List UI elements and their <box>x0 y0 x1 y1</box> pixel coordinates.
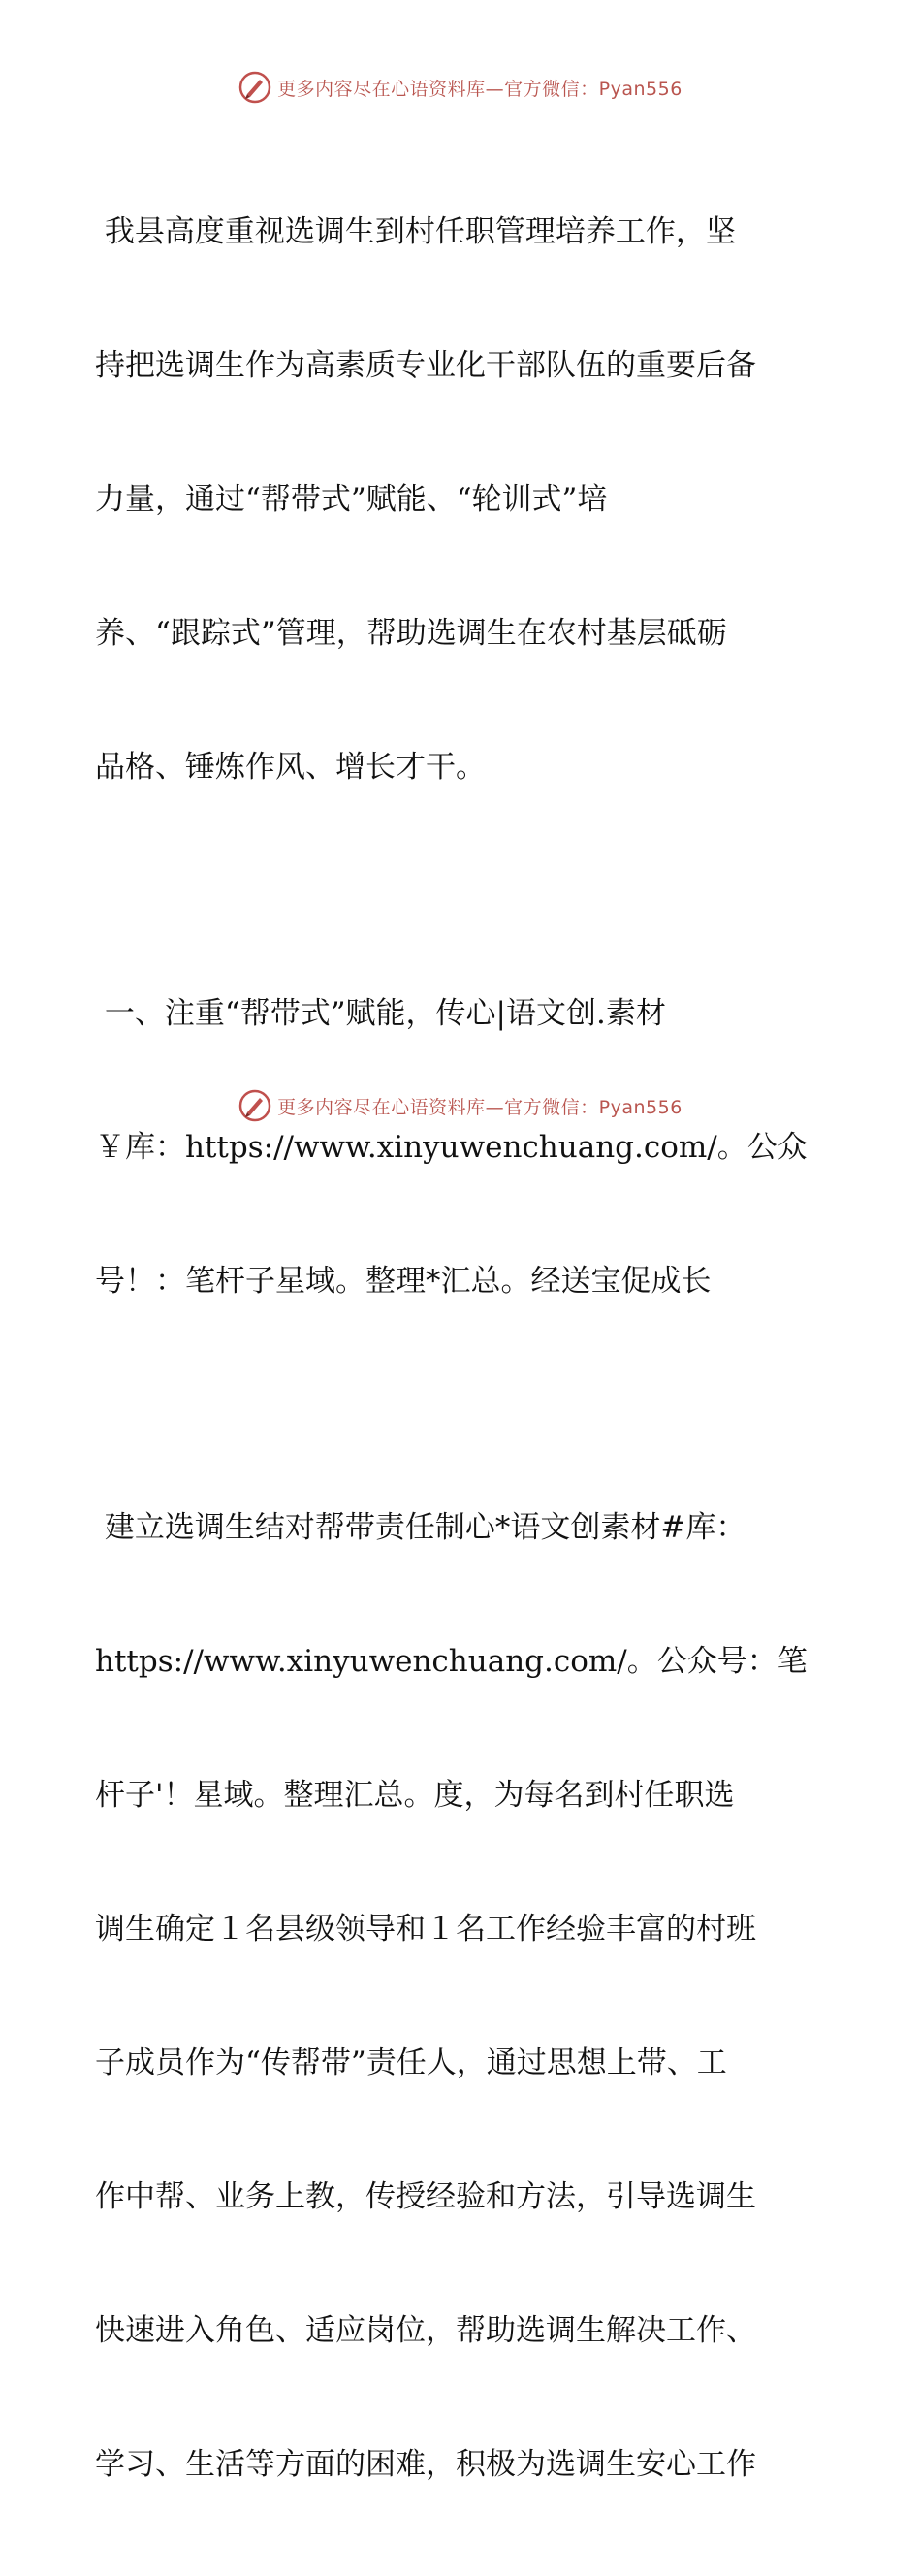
paragraph-body <box>95 1416 832 2576</box>
footer-watermark-banner <box>0 1088 921 1123</box>
text-line: 持把选调生作为高素质专业化干部队伍的重要后备 <box>95 348 756 383</box>
text-line: 杆子'！星域。整理汇总。度，为每名到村任职选 <box>95 1778 735 1813</box>
text-line: 作中帮、业务上教，传授经验和方法，引导选调生 <box>95 2179 756 2214</box>
text-line: 调生确定１名县级领导和１名工作经验丰富的村班 <box>95 1912 756 1947</box>
text-line: 品格、锤炼作风、增长才干。 <box>95 750 486 785</box>
footer-watermark-text: 更多内容尽在心语资料库—官方微信：Pyan556 <box>277 1096 683 1118</box>
text-line: 号！：笔杆子星域。整理*汇总。经送宝促成长 <box>95 1264 712 1299</box>
text-line: 我县高度重视选调生到村任职管理培养工作，坚 <box>95 214 736 249</box>
text-line: https://www.xinyuwenchuang.com/。公众号：笔 <box>95 1644 808 1679</box>
paragraph-section-heading <box>95 902 832 1393</box>
paragraph-intro <box>95 120 832 879</box>
text-line: 快速进入角色、适应岗位，帮助选调生解决工作、 <box>95 2313 756 2348</box>
text-line: 子成员作为“传帮带”责任人，通过思想上带、工 <box>95 2045 727 2080</box>
text-line: 养、“跟踪式”管理，帮助选调生在农村基层砥砺 <box>95 616 727 651</box>
document-body <box>95 120 832 2576</box>
header-watermark-banner <box>0 70 921 105</box>
text-line: 建立选调生结对帮带责任制心*语文创素材#库： <box>95 1510 746 1545</box>
header-watermark-text: 更多内容尽在心语资料库—官方微信：Pyan556 <box>277 78 683 100</box>
text-line: 力量，通过“帮带式”赋能、“轮训式”培 <box>95 482 608 517</box>
text-line: ￥库：https://www.xinyuwenchuang.com/。公众 <box>95 1130 808 1165</box>
brand-logo-icon <box>238 1089 271 1122</box>
brand-logo-icon <box>238 71 271 104</box>
text-line: 学习、生活等方面的困难，积极为选调生安心工作 <box>95 2447 756 2482</box>
text-line: 一、注重“帮带式”赋能，传心|语文创.素材 <box>95 996 666 1031</box>
